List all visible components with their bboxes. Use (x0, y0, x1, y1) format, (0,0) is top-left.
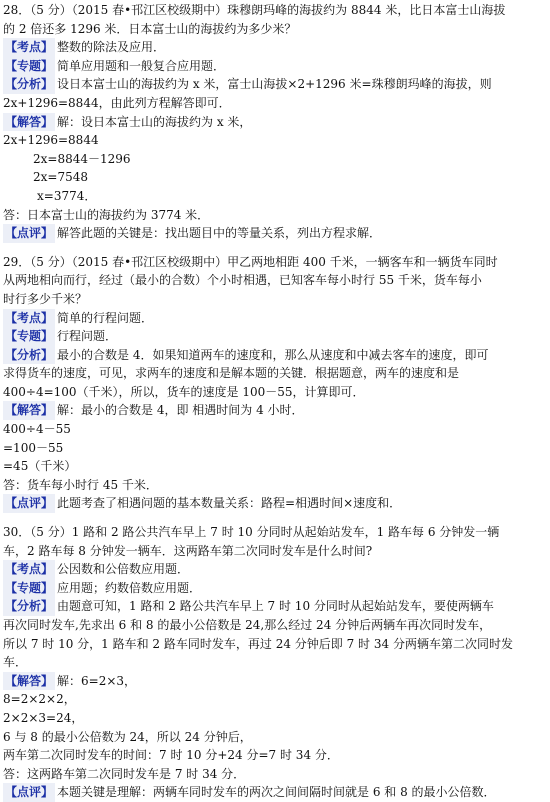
fenxi-row (3, 346, 547, 365)
jieda-text: 解：最小的合数是 4，即 相遇时间为 4 小时． (57, 403, 304, 418)
zhuanti-tag: 【专题】 (3, 579, 55, 598)
solution-line: 2x+1296=8844 (3, 133, 99, 148)
dianping-tag: 【点评】 (3, 494, 55, 513)
fenxi-text: 车． (3, 655, 28, 670)
solution-line: 2x=7548 (33, 170, 88, 185)
answer-line: 答：这两路车第二次同时发车是 7 时 34 分． (3, 766, 246, 781)
fenxi-text: 设日本富士山的海拔约为 x 米，富士山海拔×2+1296 米=珠穆朗玛峰的海拔，则 (57, 77, 492, 92)
jieda-row (3, 672, 547, 691)
spacer (3, 243, 547, 253)
jieda-tag: 【解答】 (3, 672, 55, 691)
question-stem: 30．（5 分）1 路和 2 路公共汽车早上 7 时 10 分同时从起始站发车，1 路车每 6 分钟发一辆 (3, 525, 500, 540)
kaodian-row (3, 38, 547, 57)
question-28 (3, 1, 547, 243)
fenxi-tag: 【分析】 (3, 597, 55, 616)
fenxi-text: 2x+1296=8844，由此列方程解答即可． (3, 95, 231, 110)
dianping-text: 解答此题的关键是：找出题目中的等量关系，列出方程求解． (57, 226, 382, 241)
question-stem: 时行多少千米？ (3, 291, 88, 306)
fenxi-text: 所以 7 时 10 分，1 路车和 2 路车同时发车，再过 24 分钟后即 7 时 34 分两辆车第二次同时发 (3, 636, 513, 651)
jieda-row (3, 113, 547, 132)
fenxi-text: 由题意可知，1 路和 2 路公共汽车早上 7 时 10 分同时从起始站发车，要使两辆车 (57, 599, 494, 614)
question-30 (3, 523, 547, 802)
answer-line: 答：日本富士山的海拔约为 3774 米． (3, 207, 210, 222)
answer-line: 答：货车每小时行 45 千米． (3, 477, 158, 492)
kaodian-row (3, 309, 547, 328)
question-stem: 从两地相向而行，经过（最小的合数）个小时相遇，已知客车每小时行 55 千米，货车每小 (3, 273, 482, 288)
question-stem: 29．（5 分）（2015 春•邗江区校级期中）甲乙两地相距 400 千米，一辆客车和一辆货车同时 (3, 254, 498, 269)
jieda-text: 解：设日本富士山的海拔约为 x 米， (57, 114, 252, 129)
zhuanti-text: 简单应用题和一般复合应用题． (57, 58, 226, 73)
dianping-text: 本题关键是理解：两辆车同时发车的两次之间间隔时间就是 6 和 8 的最小公倍数． (57, 785, 496, 800)
solution-line: =100－55 (3, 440, 64, 455)
zhuanti-text: 应用题；约数倍数应用题． (57, 580, 202, 595)
solution-line: x=3774． (37, 188, 97, 203)
kaodian-text: 简单的行程问题． (57, 310, 154, 325)
question-stem: 28．（5 分）（2015 春•邗江区校级期中）珠穆朗玛峰的海拔约为 8844 米，比日本富士山海拔 (3, 3, 506, 17)
kaodian-tag: 【考点】 (3, 560, 55, 579)
jieda-tag: 【解答】 (3, 113, 55, 132)
dianping-tag: 【点评】 (3, 224, 55, 243)
dianping-row (3, 494, 547, 513)
fenxi-text: 400÷4=100（千米），所以，货车的速度是 100－55，计算即可． (3, 384, 365, 399)
kaodian-text: 整数的除法及应用． (57, 40, 166, 55)
fenxi-row (3, 597, 547, 616)
solution-line: 8=2×2×2， (3, 692, 76, 707)
zhuanti-tag: 【专题】 (3, 327, 55, 346)
question-stem: 的 2 倍还多 1296 米．日本富士山的海拔约为多少米？ (3, 21, 297, 36)
kaodian-text: 公因数和公倍数应用题． (57, 562, 190, 577)
jieda-tag: 【解答】 (3, 401, 55, 420)
zhuanti-tag: 【专题】 (3, 57, 55, 76)
solution-line: 两车第二次同时发车的时间：7 时 10 分+24 分=7 时 34 分． (3, 748, 339, 763)
fenxi-tag: 【分析】 (3, 75, 55, 94)
fenxi-text: 求得货车的速度，可见，求两车的速度和是解本题的关键．根据题意，两车的速度和是 (3, 366, 460, 381)
zhuanti-row (3, 57, 547, 76)
solution-line: =45（千米） (3, 459, 77, 474)
fenxi-tag: 【分析】 (3, 346, 55, 365)
document-page (3, 1, 547, 802)
solution-line: 6 与 8 的最小公倍数为 24，所以 24 分钟后， (3, 729, 252, 744)
jieda-row (3, 401, 547, 420)
dianping-tag: 【点评】 (3, 783, 55, 802)
zhuanti-row (3, 327, 547, 346)
dianping-text: 此题考查了相遇问题的基本数量关系：路程=相遇时间×速度和． (57, 496, 402, 511)
jieda-text: 解：6=2×3， (57, 673, 137, 688)
zhuanti-row (3, 579, 547, 598)
kaodian-tag: 【考点】 (3, 38, 55, 57)
solution-line: 2x=8844－1296 (33, 151, 131, 166)
spacer (3, 513, 547, 523)
solution-line: 400÷4－55 (3, 422, 71, 437)
question-stem: 车，2 路车每 8 分钟发一辆车．这两路车第二次同时发车是什么时间? (3, 543, 373, 558)
fenxi-row (3, 75, 547, 94)
fenxi-text: 最小的合数是 4．如果知道两车的速度和，那么从速度和中减去客车的速度，即可 (57, 347, 489, 362)
question-29 (3, 253, 547, 513)
kaodian-tag: 【考点】 (3, 309, 55, 328)
dianping-row (3, 783, 547, 802)
kaodian-row (3, 560, 547, 579)
zhuanti-text: 行程问题． (57, 329, 118, 344)
dianping-row (3, 224, 547, 243)
solution-line: 2×2×3=24， (3, 710, 84, 725)
fenxi-text: 再次同时发车,先求出 6 和 8 的最小公倍数是 24,那么经过 24 分钟后两辆车再次同时发车， (3, 618, 492, 632)
